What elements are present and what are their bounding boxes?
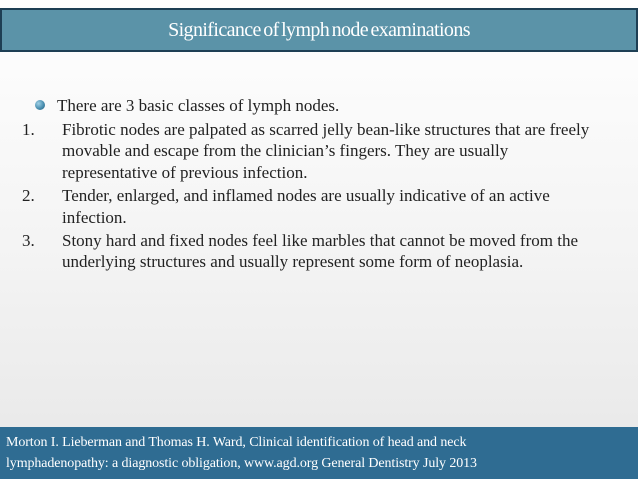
bullet-dot-icon xyxy=(35,100,45,110)
citation-line-2: lymphadenopathy: a diagnostic obligation, www.agd.org General Dentistry July 2013 xyxy=(6,456,477,471)
list-item-number: 3. xyxy=(22,231,35,251)
list-item-number: 1. xyxy=(22,120,35,139)
citation-line-1: Morton I. Lieberman and Thomas H. Ward, Clinical identification of head and neck xyxy=(6,435,467,450)
list-item xyxy=(22,185,602,228)
list-item-text: Tender, enlarged, and inflamed nodes are usually indicative of an active infection. xyxy=(62,186,550,227)
citation-footer xyxy=(0,427,638,479)
slide-content xyxy=(22,95,602,275)
numbered-list xyxy=(22,119,602,273)
slide-title: Significance of lymph node examinations xyxy=(168,18,470,41)
list-item-text: Stony hard and fixed nodes feel like marbles that cannot be moved from the underlying structures and usually represent some form of neoplasia. xyxy=(62,231,578,272)
list-item-text: Fibrotic nodes are palpated as scarred jelly bean-like structures that are freely movable and escape from the clinician’s fingers. They are usually representative of previous infection. xyxy=(62,120,590,182)
list-item xyxy=(22,230,602,273)
list-item-number: 2. xyxy=(22,186,35,206)
intro-bullet-text: There are 3 basic classes of lymph nodes. xyxy=(57,96,340,115)
title-bar xyxy=(0,8,638,52)
list-item xyxy=(22,119,602,183)
intro-bullet xyxy=(22,95,602,116)
